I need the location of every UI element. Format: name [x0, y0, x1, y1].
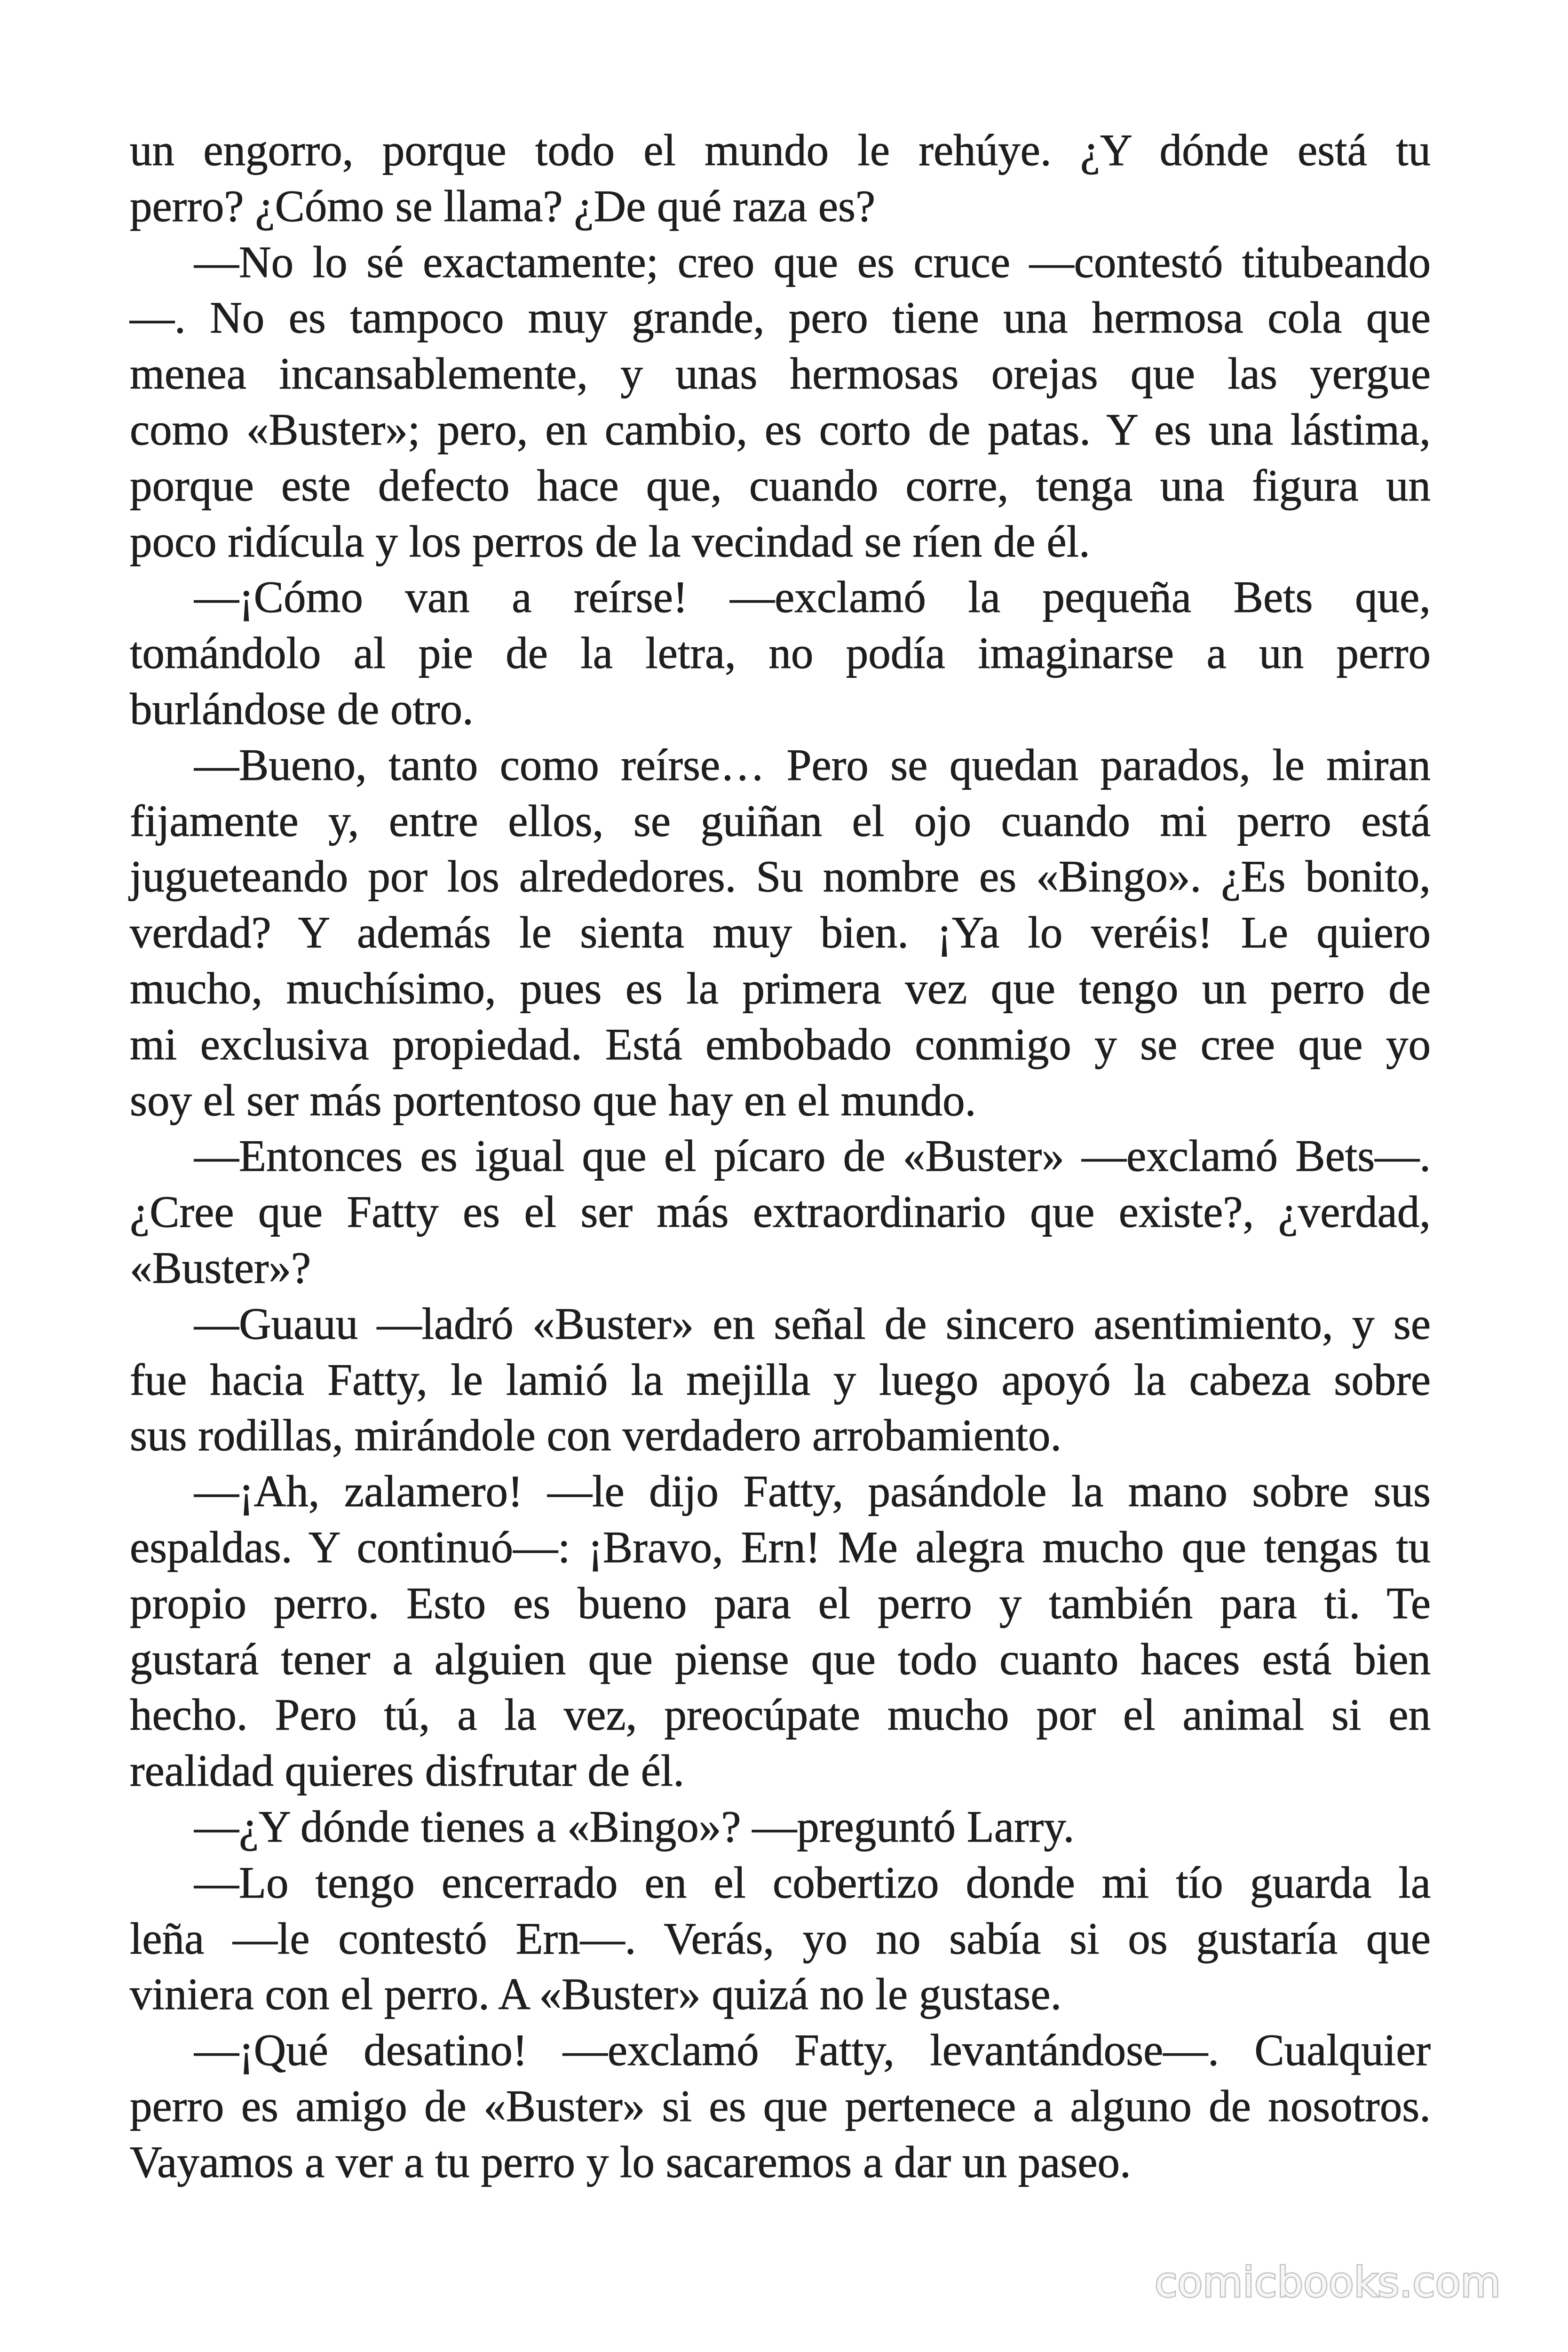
text-line: fue hacia Fatty, le lamió la mejilla y luego apoyó la cabeza sobre: [130, 1354, 1431, 1405]
text-line: «Buster»?: [130, 1242, 311, 1293]
text-line: menea incansablemente, y unas hermosas orejas que las yergue: [130, 349, 1431, 399]
text-line: leña —le contestó Ern—. Verás, yo no sabía si os gustaría que: [130, 1913, 1431, 1963]
text-line: espaldas. Y continuó—: ¡Bravo, Ern! Me alegra mucho que tengas tu: [130, 1522, 1431, 1572]
text-line: porque este defecto hace que, cuando corre, tenga una figura un: [130, 460, 1431, 510]
text-line: perro? ¿Cómo se llama? ¿De qué raza es?: [130, 181, 876, 231]
text-line: como «Buster»; pero, en cambio, es corto de patas. Y es una lástima,: [130, 404, 1431, 454]
text-line: —. No es tampoco muy grande, pero tiene una hermosa cola que: [130, 293, 1431, 343]
text-line: burlándose de otro.: [130, 683, 474, 734]
watermark: comicbooks.com: [1155, 2258, 1501, 2306]
text-line: jugueteando por los alrededores. Su nombre es «Bingo». ¿Es bonito,: [130, 851, 1431, 902]
text-line: mi exclusiva propiedad. Está embobado conmigo y se cree que yo: [130, 1019, 1431, 1069]
text-line: verdad? Y además le sienta muy bien. ¡Ya lo veréis! Le quiero: [130, 907, 1431, 958]
text-line: ¿Cree que Fatty es el ser más extraordinario que existe?, ¿verdad,: [130, 1187, 1431, 1237]
text-line: —Entonces es igual que el pícaro de «Buster» —exclamó Bets—.: [194, 1131, 1431, 1181]
text-line: —¡Ah, zalamero! —le dijo Fatty, pasándole la mano sobre sus: [194, 1466, 1431, 1517]
paragraph: [130, 569, 1431, 737]
text-line: Vayamos a ver a tu perro y lo sacaremos a dar un paseo.: [130, 2137, 1131, 2187]
text-line: perro es amigo de «Buster» si es que pertenece a alguno de nosotros.: [130, 2081, 1431, 2131]
text-line: —¿Y dónde tienes a «Bingo»? —preguntó Larry.: [194, 1801, 1075, 1851]
paragraph: [130, 1296, 1431, 1463]
text-line: realidad quieres disfrutar de él.: [130, 1746, 685, 1796]
body-text: [130, 122, 1431, 2190]
text-line: —Guauu —ladró «Buster» en señal de sincero asentimiento, y se: [194, 1298, 1431, 1349]
text-line: viniera con el perro. A «Buster» quizá no le gustase.: [130, 1969, 1062, 2019]
text-line: —¡Qué desatino! —exclamó Fatty, levantándose—. Cualquier: [194, 2025, 1431, 2075]
text-line: poco ridícula y los perros de la vecindad se ríen de él.: [130, 516, 1090, 566]
paragraph: [130, 1463, 1431, 1799]
paragraph: [130, 1799, 1431, 1855]
paragraph: [130, 1128, 1431, 1295]
text-line: sus rodillas, mirándole con verdadero arrobamiento.: [130, 1410, 1062, 1461]
paragraph: [130, 234, 1431, 570]
text-line: soy el ser más portentoso que hay en el mundo.: [130, 1075, 976, 1125]
paragraph: [130, 122, 1431, 234]
paragraph: [130, 1855, 1431, 2022]
text-line: un engorro, porque todo el mundo le rehúye. ¿Y dónde está tu: [130, 125, 1431, 175]
text-line: mucho, muchísimo, pues es la primera vez que tengo un perro de: [130, 963, 1431, 1013]
text-line: tomándolo al pie de la letra, no podía imaginarse a un perro: [130, 628, 1431, 678]
text-line: gustará tener a alguien que piense que todo cuanto haces está bien: [130, 1634, 1431, 1684]
paragraph: [130, 2022, 1431, 2190]
text-line: —No lo sé exactamente; creo que es cruce —contestó titubeando: [194, 237, 1431, 287]
text-line: propio perro. Esto es bueno para el perro y también para ti. Te: [130, 1578, 1431, 1628]
text-line: —Bueno, tanto como reírse… Pero se quedan parados, le miran: [194, 739, 1431, 790]
text-line: —Lo tengo encerrado en el cobertizo donde mi tío guarda la: [194, 1857, 1431, 1907]
paragraph: [130, 737, 1431, 1128]
text-line: —¡Cómo van a reírse! —exclamó la pequeña Bets que,: [194, 572, 1431, 622]
text-line: hecho. Pero tú, a la vez, preocúpate mucho por el animal si en: [130, 1690, 1431, 1740]
text-line: fijamente y, entre ellos, se guiñan el ojo cuando mi perro está: [130, 795, 1431, 846]
